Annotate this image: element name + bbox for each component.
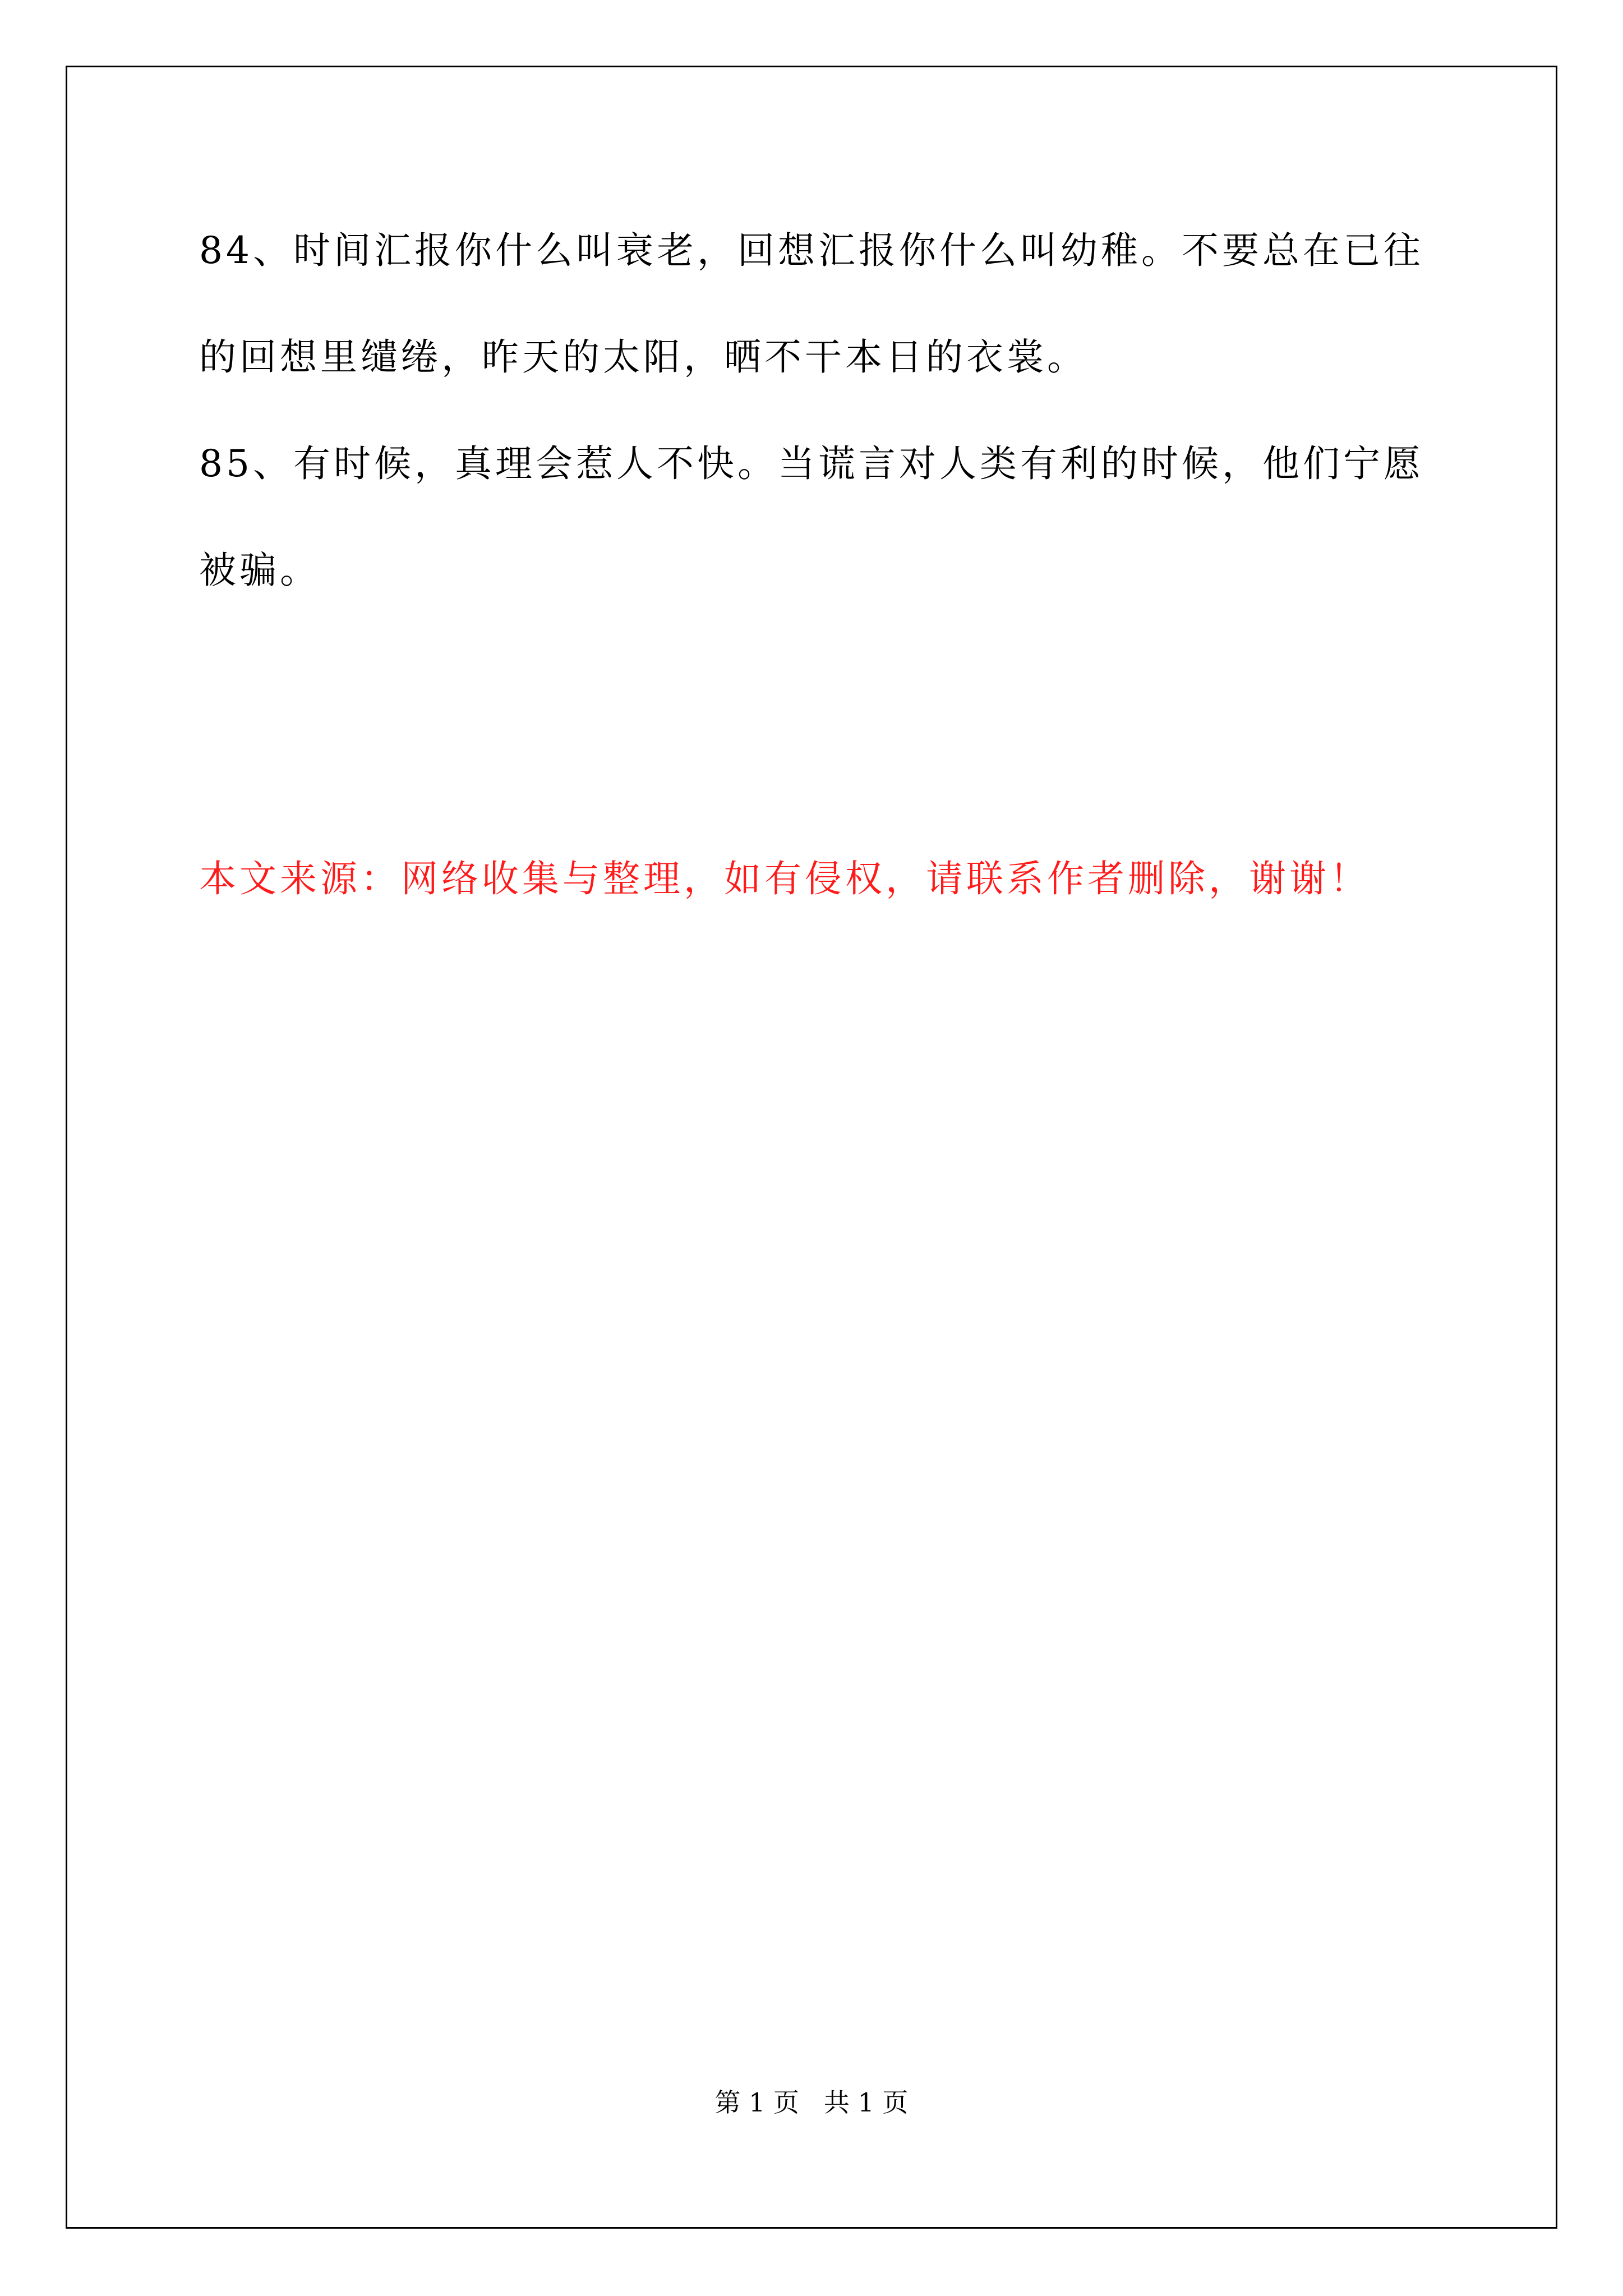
paragraph-84-line-2: 的回想里缱绻，昨天的太阳，晒不干本日的衣裳。 <box>199 335 1087 379</box>
page-number-footer: 第 1 页 共 1 页 <box>714 2087 909 2118</box>
paragraph-85-line-2: 被骗。 <box>199 549 320 592</box>
paragraph-84-line-1: 84、时间汇报你什么叫衰老，回想汇报你什么叫幼稚。不要总在已往 <box>199 229 1424 272</box>
page-border <box>66 66 1557 2229</box>
paragraph-85-line-1: 85、有时候，真理会惹人不快。当谎言对人类有利的时候，他们宁愿 <box>199 442 1424 485</box>
source-disclaimer: 本文来源：网络收集与整理，如有侵权，请联系作者删除，谢谢！ <box>199 857 1370 900</box>
